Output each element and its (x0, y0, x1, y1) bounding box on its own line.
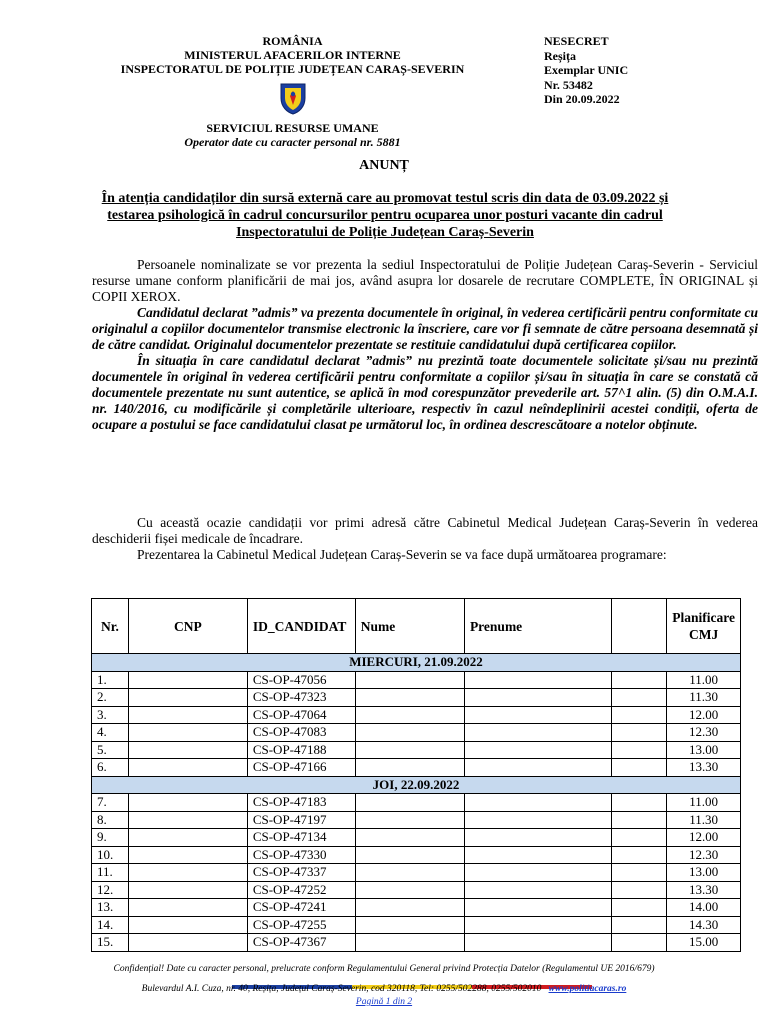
table-header-row (92, 599, 741, 654)
cell-cnp (128, 741, 247, 759)
cell-id-candidat: CS-OP-47056 (247, 671, 355, 689)
cell-prenume (464, 706, 611, 724)
day-label: JOI, 22.09.2022 (92, 776, 741, 794)
cell-prenume (464, 846, 611, 864)
cell-nume (355, 899, 464, 917)
cell-prenume (464, 829, 611, 847)
cell-prenume (464, 881, 611, 899)
police-crest-icon (275, 80, 311, 116)
cell-cnp (128, 846, 247, 864)
cell-empty (611, 724, 666, 742)
table-row (92, 794, 741, 812)
cell-planificare: 12.00 (667, 706, 741, 724)
cell-nr: 2. (92, 689, 129, 707)
cell-nume (355, 724, 464, 742)
cell-planificare: 13.00 (667, 741, 741, 759)
cell-prenume (464, 811, 611, 829)
footer-page-number: Pagină 1 din 2 (355, 997, 413, 1007)
header-service: SERVICIUL RESURSE UMANE (206, 121, 379, 135)
cell-prenume (464, 671, 611, 689)
table-row (92, 864, 741, 882)
cell-empty (611, 934, 666, 952)
col-header-empty (611, 599, 666, 654)
cell-nume (355, 934, 464, 952)
col-header-prenume: Prenume (464, 599, 611, 654)
cell-nr: 15. (92, 934, 129, 952)
cell-id-candidat: CS-OP-47330 (247, 846, 355, 864)
cell-nume (355, 759, 464, 777)
cell-nume (355, 846, 464, 864)
page-subtitle: În atenția candidaților din sursă externă care au promovat testul scris din data de 03.09.2022 și testarea psihologică în cadrul concursurilor pentru ocuparea unor posturi vacante din cadrul Inspectoratului de Poliție Județean Caraș-Severin (101, 191, 669, 240)
cell-id-candidat: CS-OP-47064 (247, 706, 355, 724)
cell-nr: 11. (92, 864, 129, 882)
cell-nr: 10. (92, 846, 129, 864)
cell-nume (355, 794, 464, 812)
cell-nr: 9. (92, 829, 129, 847)
table-row (92, 671, 741, 689)
cell-id-candidat: CS-OP-47255 (247, 916, 355, 934)
cell-planificare: 14.00 (667, 899, 741, 917)
cell-empty (611, 811, 666, 829)
cell-planificare: 14.30 (667, 916, 741, 934)
table-row (92, 689, 741, 707)
cell-nume (355, 864, 464, 882)
cell-nr: 7. (92, 794, 129, 812)
cell-empty (611, 671, 666, 689)
city: Reșița (544, 48, 576, 63)
cell-planificare: 12.30 (667, 846, 741, 864)
cell-id-candidat: CS-OP-47197 (247, 811, 355, 829)
paragraph-admitted-documents: Candidatul declarat ”admis” va prezenta documentele în original, în vederea certificării pentru conformitate cu originalul a copiilor documentelor transmise electronic la înscriere, care vor fi semnate de către persoana desemnată și de către candidat. Originalul documentelor prezentate se restituie candidatului după certificarea copiilor. (92, 305, 758, 352)
registration-number: Nr. 53482 (544, 77, 593, 92)
cell-id-candidat: CS-OP-47337 (247, 864, 355, 882)
footer-confidential: Confidențial! Date cu caracter personal, prelucrate conform Regulamentului General privind Protecția Datelor (Regulamentul UE 2016/679) (113, 964, 655, 974)
cell-id-candidat: CS-OP-47367 (247, 934, 355, 952)
cell-nr: 5. (92, 741, 129, 759)
day-group-row (92, 654, 741, 672)
cell-nume (355, 811, 464, 829)
cell-prenume (464, 864, 611, 882)
cell-id-candidat: CS-OP-47252 (247, 881, 355, 899)
table-row (92, 811, 741, 829)
table-body (92, 654, 741, 952)
cell-nr: 1. (92, 671, 129, 689)
table-row (92, 916, 741, 934)
cell-cnp (128, 759, 247, 777)
cell-prenume (464, 916, 611, 934)
header-institution-block (100, 34, 485, 149)
cell-planificare: 11.00 (667, 671, 741, 689)
footer-address-line (0, 984, 768, 994)
header-operator: Operator date cu caracter personal nr. 5881 (184, 135, 401, 149)
header-country: ROMÂNIA (262, 34, 323, 48)
table-row (92, 881, 741, 899)
cell-id-candidat: CS-OP-47241 (247, 899, 355, 917)
cell-cnp (128, 899, 247, 917)
cell-cnp (128, 881, 247, 899)
paragraph-presentation: Persoanele nominalizate se vor prezenta la sediul Inspectoratului de Poliție Județean Caraș-Severin - Serviciul resurse umane conform planificării de mai jos, având asupra lor dosarele de recrutare COMPLETE, ÎN ORIGINAL și COPII XEROX. (92, 257, 758, 304)
cell-prenume (464, 934, 611, 952)
col-header-id: ID_CANDIDAT (247, 599, 355, 654)
cell-nr: 4. (92, 724, 129, 742)
cell-planificare: 15.00 (667, 934, 741, 952)
cell-prenume (464, 689, 611, 707)
cell-empty (611, 794, 666, 812)
cell-planificare: 12.30 (667, 724, 741, 742)
registration-date: Din 20.09.2022 (544, 92, 620, 106)
cell-nume (355, 671, 464, 689)
cell-empty (611, 846, 666, 864)
table-row (92, 846, 741, 864)
cell-planificare: 13.30 (667, 759, 741, 777)
cell-planificare: 12.00 (667, 829, 741, 847)
copy-label: Exemplar UNIC (544, 63, 629, 77)
cell-planificare: 11.30 (667, 689, 741, 707)
body-section-2 (92, 515, 758, 563)
cell-id-candidat: CS-OP-47166 (247, 759, 355, 777)
cell-nr: 6. (92, 759, 129, 777)
body-section-1 (92, 257, 758, 433)
cell-empty (611, 899, 666, 917)
cell-empty (611, 864, 666, 882)
cell-cnp (128, 724, 247, 742)
cell-empty (611, 759, 666, 777)
paragraph-medical-schedule: Prezentarea la Cabinetul Medical Județean Caraș-Severin se va face după următoarea programare: (137, 547, 667, 562)
table-row (92, 899, 741, 917)
cell-nr: 14. (92, 916, 129, 934)
cell-nume (355, 689, 464, 707)
cell-nume (355, 916, 464, 934)
table-row (92, 724, 741, 742)
cell-cnp (128, 811, 247, 829)
cell-empty (611, 741, 666, 759)
cell-nr: 8. (92, 811, 129, 829)
cell-empty (611, 706, 666, 724)
cell-id-candidat: CS-OP-47083 (247, 724, 355, 742)
paragraph-medical-address: Cu această ocazie candidații vor primi adresă către Cabinetul Medical Județean Caraș-Severin în vederea deschiderii fișei medicale de încadrare. (92, 515, 758, 546)
cell-cnp (128, 829, 247, 847)
col-header-nr: Nr. (92, 599, 129, 654)
col-header-planificare: Planificare CMJ (667, 599, 741, 654)
cell-prenume (464, 724, 611, 742)
footer-address: Bulevardul A.I. Cuza, nr. 40, Reșița, Județul Caraș-Severin, cod 320118, Tel: 0255/502288, 0255/502010 (141, 984, 542, 994)
cell-nume (355, 706, 464, 724)
cell-empty (611, 689, 666, 707)
table-row (92, 706, 741, 724)
cell-cnp (128, 916, 247, 934)
cell-prenume (464, 899, 611, 917)
header-inspectorate: INSPECTORATUL DE POLIȚIE JUDEȚEAN CARAȘ-SEVERIN (120, 62, 465, 76)
table-row (92, 741, 741, 759)
table-row (92, 829, 741, 847)
cell-cnp (128, 689, 247, 707)
classification: NESECRET (544, 34, 609, 48)
table-row (92, 934, 741, 952)
cell-cnp (128, 706, 247, 724)
cell-prenume (464, 794, 611, 812)
cell-cnp (128, 794, 247, 812)
cell-empty (611, 881, 666, 899)
cell-id-candidat: CS-OP-47134 (247, 829, 355, 847)
col-header-nume: Nume (355, 599, 464, 654)
cell-cnp (128, 934, 247, 952)
header-ministry: MINISTERUL AFACERILOR INTERNE (184, 48, 401, 62)
cell-id-candidat: CS-OP-47183 (247, 794, 355, 812)
table-row (92, 759, 741, 777)
cell-id-candidat: CS-OP-47323 (247, 689, 355, 707)
cell-nume (355, 741, 464, 759)
cell-cnp (128, 864, 247, 882)
schedule-table (91, 598, 741, 952)
header-registration-block (544, 34, 628, 107)
cell-prenume (464, 741, 611, 759)
day-label: MIERCURI, 21.09.2022 (92, 654, 741, 672)
cell-nr: 12. (92, 881, 129, 899)
footer-flag-stripe (232, 976, 592, 980)
cell-nr: 13. (92, 899, 129, 917)
cell-nr: 3. (92, 706, 129, 724)
cell-cnp (128, 671, 247, 689)
cell-nume (355, 829, 464, 847)
footer-website-link[interactable]: www.politiacaras.ro (548, 984, 627, 994)
cell-prenume (464, 759, 611, 777)
cell-empty (611, 916, 666, 934)
page-title: ANUNȚ (359, 158, 409, 173)
paragraph-missing-documents: În situația în care candidatul declarat ”admis” nu prezintă toate documentele solicitate și/sau nu prezintă documentele în original în vederea certificării pentru conformitate a copiilor și/sau în situația în care se constată că documentele prezentate nu sunt autentice, se aplică în mod corespunzător prevederile art. 57^1 alin. (5) din O.M.A.I. nr. 140/2016, cu modificările și completările ulterioare, respectiv în cazul neîndeplinirii acestei condiții, oferta de ocupare a postului se face candidatului clasat pe următorul loc, în ordinea descrescătoare a notelor obținute. (92, 353, 758, 432)
cell-planificare: 11.00 (667, 794, 741, 812)
cell-nume (355, 881, 464, 899)
cell-empty (611, 829, 666, 847)
col-header-cnp: CNP (128, 599, 247, 654)
cell-id-candidat: CS-OP-47188 (247, 741, 355, 759)
cell-planificare: 13.00 (667, 864, 741, 882)
cell-planificare: 13.30 (667, 881, 741, 899)
day-group-row (92, 776, 741, 794)
cell-planificare: 11.30 (667, 811, 741, 829)
